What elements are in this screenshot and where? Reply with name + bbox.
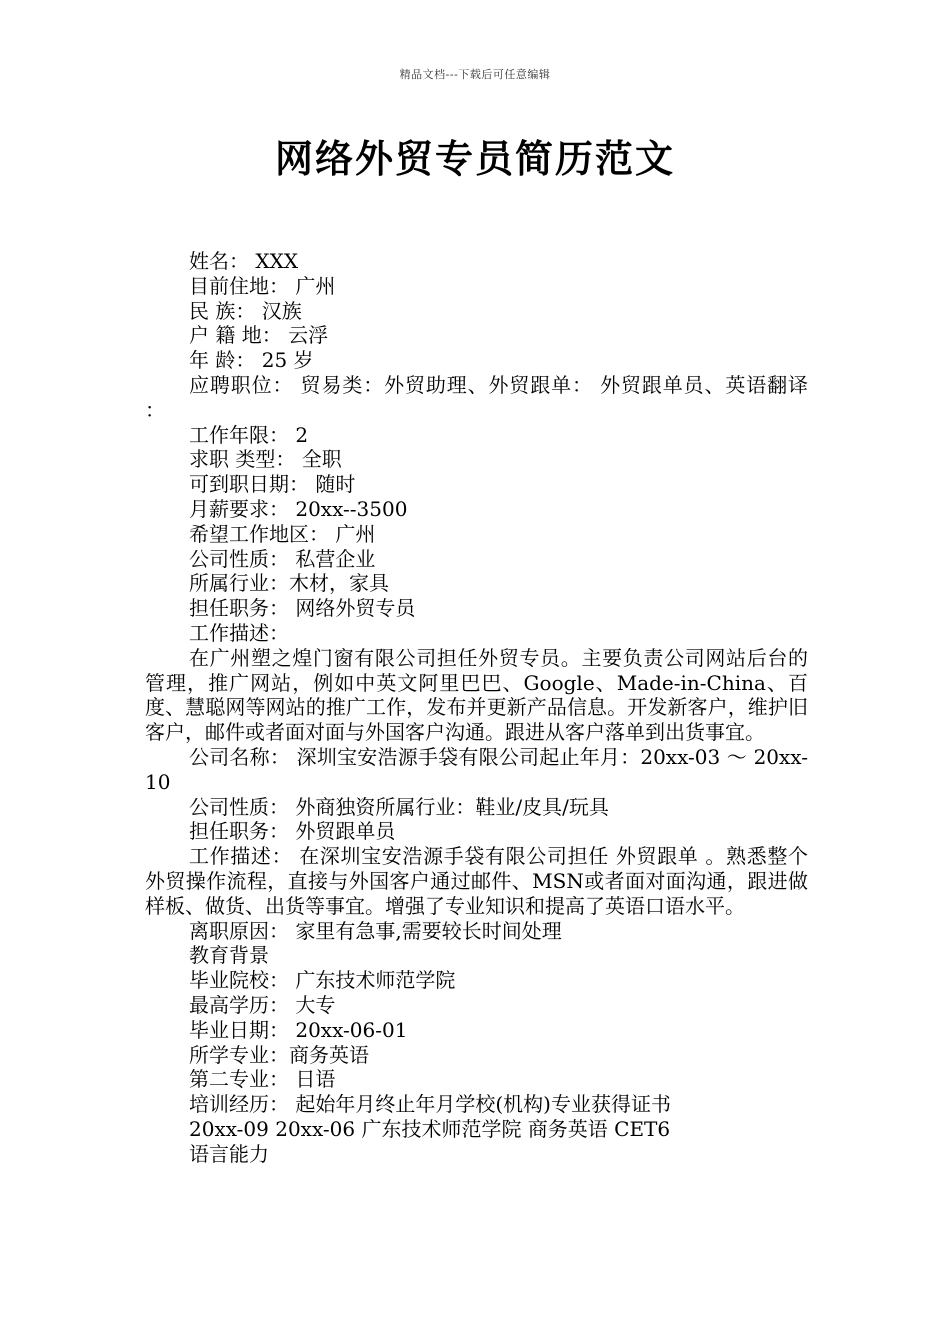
field-graduation-date: 毕业日期： 20xx-06-01 bbox=[189, 1017, 408, 1042]
field-position: 应聘职位： 贸易类：外贸助理、外贸跟单： 外贸跟单员、英语翻译 ： bbox=[145, 372, 808, 422]
field-hometown: 户 籍 地： 云浮 bbox=[189, 323, 329, 348]
field-work-location: 希望工作地区： 广州 bbox=[189, 521, 376, 546]
document-title: 网络外贸专员简历范文 bbox=[274, 137, 675, 181]
field-company-type: 公司性质： 私营企业 bbox=[189, 546, 376, 571]
field-leave-reason: 离职原因： 家里有急事,需要较长时间处理 bbox=[189, 918, 562, 943]
field-residence: 目前住地： 广州 bbox=[189, 273, 336, 298]
field-work-years: 工作年限： 2 bbox=[189, 422, 309, 447]
section-language: 语言能力 bbox=[189, 1141, 269, 1166]
field-industry: 所属行业：木材，家具 bbox=[189, 571, 389, 596]
field-second-major: 第二专业： 日语 bbox=[189, 1067, 336, 1092]
field-training: 培训经历： 起始年月终止年月学校(机构)专业获得证书 bbox=[189, 1092, 671, 1117]
job-description-paragraph-2: 工作描述： 在深圳宝安浩源手袋有限公司担任 外贸跟单 。熟悉整个外贸操作流程，直接与外国客户通过邮件、MSN或者面对面沟通，跟进做样板、做货、出货等事宜。增强了专业知识和提高了英语口语水平。 bbox=[145, 844, 808, 918]
section-education: 教育背景 bbox=[189, 943, 269, 968]
field-age: 年 龄： 25 岁 bbox=[189, 348, 314, 373]
field-name: 姓名： XXX bbox=[189, 249, 299, 273]
field-role: 担任职务： 网络外贸专员 bbox=[189, 596, 416, 621]
job-description-paragraph: 在广州塑之煌门窗有限公司担任外贸专员。主要负责公司网站后台的管理，推广网站，例如中英文阿里巴巴、Google、Made-in-China、百度、慧聪网等网站的推广工作，发布并更新产品信息。开发新客户，维护旧客户，邮件或者面对面与外国客户沟通。跟进从客户落单到出货事宜。 bbox=[145, 645, 808, 745]
training-record: 20xx-09 20xx-06 广东技术师范学院 商务英语 CET6 bbox=[189, 1116, 671, 1141]
field-job-description-label: 工作描述： bbox=[189, 620, 289, 645]
field-degree: 最高学历： 大专 bbox=[189, 992, 336, 1017]
field-company-type-2: 公司性质： 外商独资所属行业：鞋业/皮具/玩具 bbox=[189, 794, 609, 819]
header-note: 精品文档---下载后可任意编辑 bbox=[399, 68, 551, 81]
field-ethnicity: 民 族： 汉族 bbox=[189, 298, 302, 323]
field-company-name: 公司名称： 深圳宝安浩源手袋有限公司起止年月：20xx-03 ～ 20xx-10 bbox=[145, 744, 808, 794]
field-job-type: 求职 类型： 全职 bbox=[189, 447, 342, 472]
field-start-date: 可到职日期： 随时 bbox=[189, 472, 356, 497]
field-major: 所学专业：商务英语 bbox=[189, 1042, 369, 1067]
field-role-2: 担任职务： 外贸跟单员 bbox=[189, 819, 396, 844]
field-salary: 月薪要求： 20xx--3500 bbox=[189, 496, 408, 521]
field-school: 毕业院校： 广东技术师范学院 bbox=[189, 968, 456, 993]
resume-body bbox=[145, 249, 808, 1166]
